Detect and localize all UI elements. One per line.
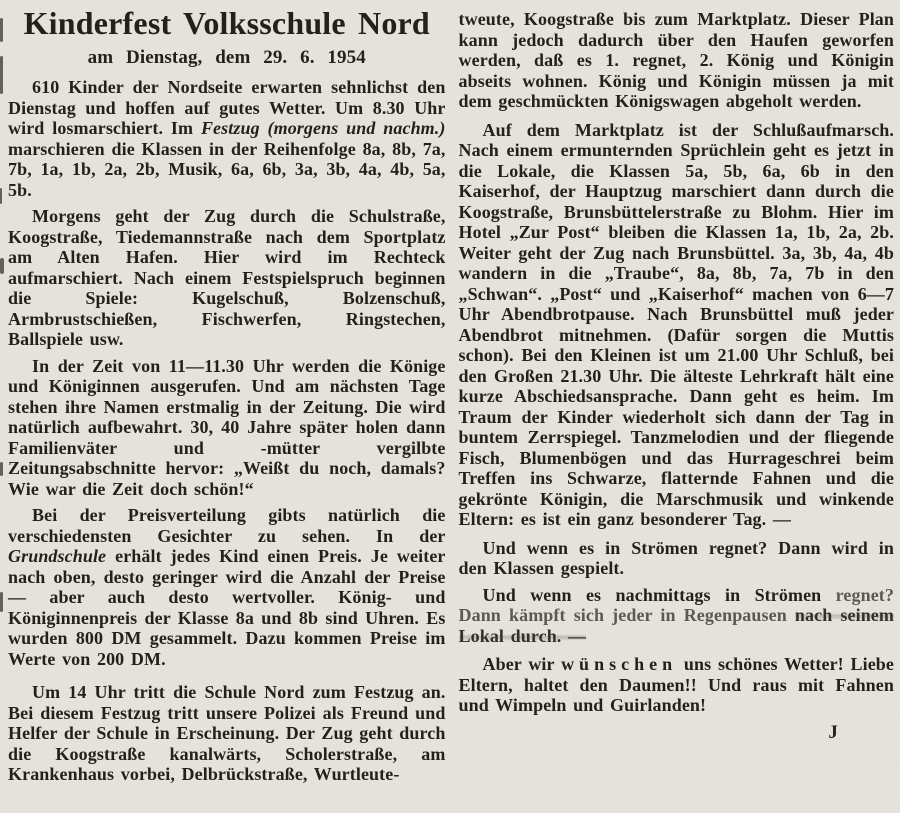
scan-artifact xyxy=(0,462,3,476)
paragraph xyxy=(8,77,446,200)
scan-artifact xyxy=(0,188,2,204)
smudged-print-text: nach seinem Lokal durch. — xyxy=(458,605,894,646)
article-title: Kinderfest Volksschule Nord xyxy=(23,5,430,41)
paragraph: Um 14 Uhr tritt die Schule Nord zum Festzug an. Bei diesem Festzug tritt unsere Polizei als Freund und Helfer der Schule in Erscheinung. Der Zug geht durch die Koogstraße kanalwärts, Scholerstraße, am Krankenhaus vorbei, Delbrückstraße, Wurtleute- xyxy=(8,682,446,784)
italic-phrase: Grundschule xyxy=(8,546,107,566)
paragraph: Auf dem Marktplatz ist der Schlußaufmarsch. Nach einem ermunternden Sprüchlein geht es jetzt in die Lokale, die Klassen 5a, 5b, 6a, 6b in den Kaiserhof, der Hauptzug marschiert dann durch die Koogstraße, Brunsbüttelerstraße zu Blohm. Hier im Hotel „Zur Post“ bleiben die Klassen 1a, 1b, 2a, 2b. Weiter geht der Zug nach Brunsbüttel. 3a, 3b, 4a, 4b wandern in die „Traube“, 8a, 8b, 7a, 7b in den „Schwan“. „Post“ und „Kaiserhof“ machen von 6—7 Uhr Abendbrotpause. Nach Brunsbüttel muß jeder Abendbrot mitnehmen. (Dafür sorgen die Muttis schon). Bei den Kleinen ist um 21.00 Uhr Schluß, bei den Großen 21.30 Uhr. Die älteste Lehrkraft hält eine kurze Abschiedsansprache. Dann geht es heim. Im Traum der Kinder wiederholt sich dann der Tag in buntem Zerrspiegel. Tanzmelodien und der fliegende Fisch, Blumenbögen und das Hurrageschrei beim Treffen ins Schwarze, flatternde Fahnen und die gekrönte Königin, die Marschmusik und winkende Eltern: es ist ein ganz besonderer Tag. — xyxy=(458,119,894,529)
scan-artifact xyxy=(0,258,4,274)
italic-phrase: Festzug (morgens und nachm.) xyxy=(200,118,446,138)
paragraph-text: uns schönes Wetter! Liebe Eltern, haltet den Daumen!! Und raus mit Fahnen und Wimpeln und Guirlanden! xyxy=(458,654,895,715)
left-column xyxy=(8,4,446,791)
paragraph xyxy=(459,654,895,716)
paragraph-text: erhält jedes Kind einen Preis. Je weiter nach oben, desto geringer wird die Anzahl der Preise — aber auch desto wertvoller. König- und Königinnenpreis der Klasse 8a und 8b sind Uhren. Es wurden 800 DM gesammelt. Dazu kommen Preise im Werte von 200 DM. xyxy=(8,546,446,669)
paragraph-text: marschieren die Klassen in der Reihenfolge 8a, 8b, 7a, 7b, 1a, 1b, 2a, 2b, Musik, 6a, 6b, 3a, 3b, 4a, 4b, 5a, 5b. xyxy=(8,138,446,200)
scan-artifact xyxy=(0,18,3,42)
author-signature: J xyxy=(828,721,838,743)
paragraph-text: Und wenn es nachmittags in Strömen xyxy=(482,584,836,605)
paragraph xyxy=(8,505,446,669)
paragraph: tweute, Koogstraße bis zum Marktplatz. Dieser Plan kann jedoch dadurch über den Haufen geworfen werden, daß es 1. regnet, 2. König und Königin abseits wohnen. König und Königin müssen ja mit dem geschmückten Königswagen abgeholt werden. xyxy=(458,9,894,111)
paragraph: Und wenn es in Strömen regnet? Dann wird in den Klassen gespielt. xyxy=(458,537,894,578)
paragraph-text: Bei der Preisverteilung gibts natürlich die verschiedensten Gesichter zu sehen. In der xyxy=(8,505,446,546)
faded-print-text: regnet? Dann kämpft sich jeder in Regenpausen xyxy=(458,584,894,625)
article-subtitle: am Dienstag, dem 29. 6. 1954 xyxy=(87,47,366,68)
paragraph: Morgens geht der Zug durch die Schulstraße, Koogstraße, Tiedemannstraße nach dem Sportplatz am Alten Hafen. Hier wird im Rechteck aufmarschiert. Nach einem Festspielspruch beginnen die Spiele: Kugelschuß, Bolzenschuß, Armbrustschießen, Fischwerfen, Ringstechen, Ballspiele usw. xyxy=(8,206,446,349)
paragraph-text: Aber wir xyxy=(482,654,562,674)
scan-artifact xyxy=(0,592,3,612)
right-column xyxy=(459,4,895,791)
emphasized-word: wünschen xyxy=(561,654,678,674)
paragraph xyxy=(459,585,895,647)
paragraph-text: 610 Kinder der Nordseite erwarten sehnlichst den Dienstag und hoffen auf gutes Wetter. Um 8.30 Uhr wird losmarschiert. Im xyxy=(8,77,446,138)
scan-artifact xyxy=(0,56,3,94)
paragraph: In der Zeit von 11—11.30 Uhr werden die Könige und Königinnen ausgerufen. Und am nächsten Tage stehen ihre Namen erstmalig in der Zeitung. Die wird natürlich aufbewahrt. 30, 40 Jahre später holen dann Familienväter und -mütter vergilbte Zeitungsabschnitte hervor: „Weißt du noch, damals? Wie war die Zeit doch schön!“ xyxy=(8,355,446,499)
